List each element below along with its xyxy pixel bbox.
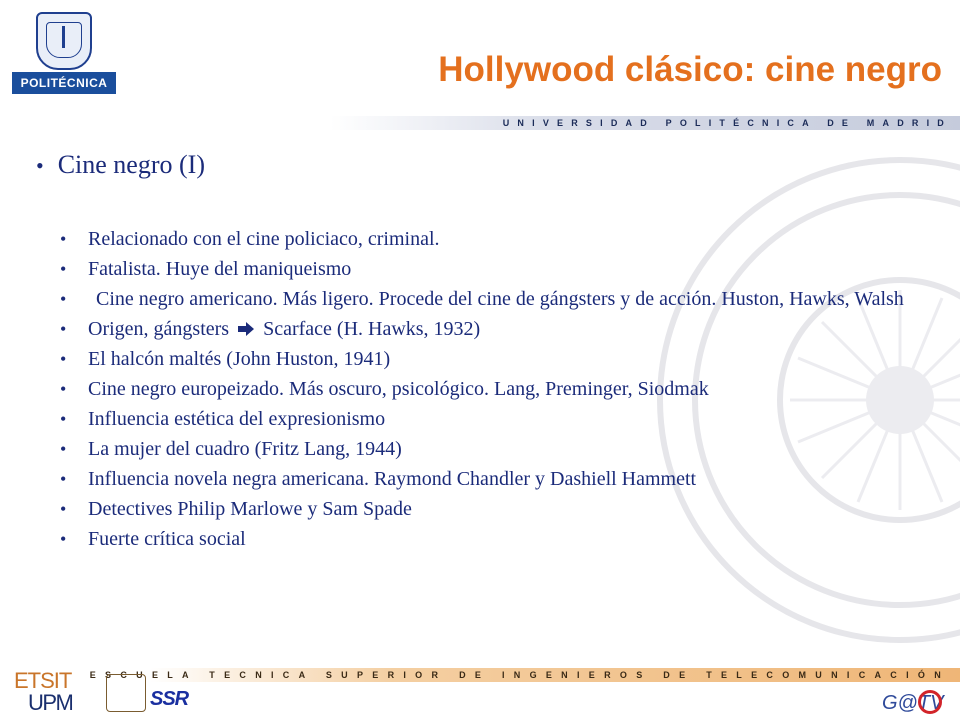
ssr-logo: SSR bbox=[150, 688, 189, 710]
list-item: • Cine negro europeizado. Más oscuro, psicológico. Lang, Preminger, Siodmak bbox=[58, 374, 938, 404]
list-item: • Fuerte crítica social bbox=[58, 524, 938, 554]
upm-logo-text: UPM bbox=[28, 690, 73, 715]
list-item bbox=[58, 314, 938, 344]
etsit-logo-text: ETSIT bbox=[14, 668, 72, 693]
list-item: • Influencia estética del expresionismo bbox=[58, 404, 938, 434]
list-item: • Relacionado con el cine policiaco, criminal. bbox=[58, 224, 938, 254]
ring-icon bbox=[918, 690, 942, 714]
list-item: • Fatalista. Huye del maniqueismo bbox=[58, 254, 938, 284]
list-item: • Influencia novela negra americana. Raymond Chandler y Dashiell Hammett bbox=[58, 464, 938, 494]
section-heading bbox=[36, 150, 205, 180]
logo-wordmark: POLITÉCNICA bbox=[12, 72, 116, 94]
heading-bullet-icon: • bbox=[36, 153, 44, 178]
upm-logo bbox=[8, 8, 120, 100]
university-band-text: UNIVERSIDAD POLITÉCNICA DE MADRID bbox=[502, 118, 952, 128]
slide-title: Hollywood clásico: cine negro bbox=[438, 50, 942, 89]
list-item: • Detectives Philip Marlowe y Sam Spade bbox=[58, 494, 938, 524]
crest-icon bbox=[36, 12, 92, 70]
school-band bbox=[89, 668, 960, 682]
list-item-text: Origen, gángsters bbox=[88, 318, 230, 340]
list-item: • Cine negro americano. Más ligero. Procede del cine de gángsters y de acción. Huston, Hawks, Walsh bbox=[58, 284, 938, 314]
heading-text: Cine negro (I) bbox=[57, 150, 205, 179]
etsit-logo bbox=[14, 668, 150, 716]
university-band bbox=[330, 116, 960, 130]
gatv-logo-text: G@TV bbox=[882, 692, 944, 714]
school-band-text: ESCUELA TECNICA SUPERIOR DE INGENIEROS DE TELECOMUNICACIÓN bbox=[89, 670, 950, 680]
gatv-logo bbox=[882, 690, 944, 718]
list-item-text: Scarface (H. Hawks, 1932) bbox=[263, 318, 481, 340]
arrow-right-icon bbox=[238, 322, 254, 336]
list-item: • El halcón maltés (John Huston, 1941) bbox=[58, 344, 938, 374]
shield-icon bbox=[106, 674, 146, 712]
list-item: • La mujer del cuadro (Fritz Lang, 1944) bbox=[58, 434, 938, 464]
bullet-list bbox=[58, 224, 938, 554]
